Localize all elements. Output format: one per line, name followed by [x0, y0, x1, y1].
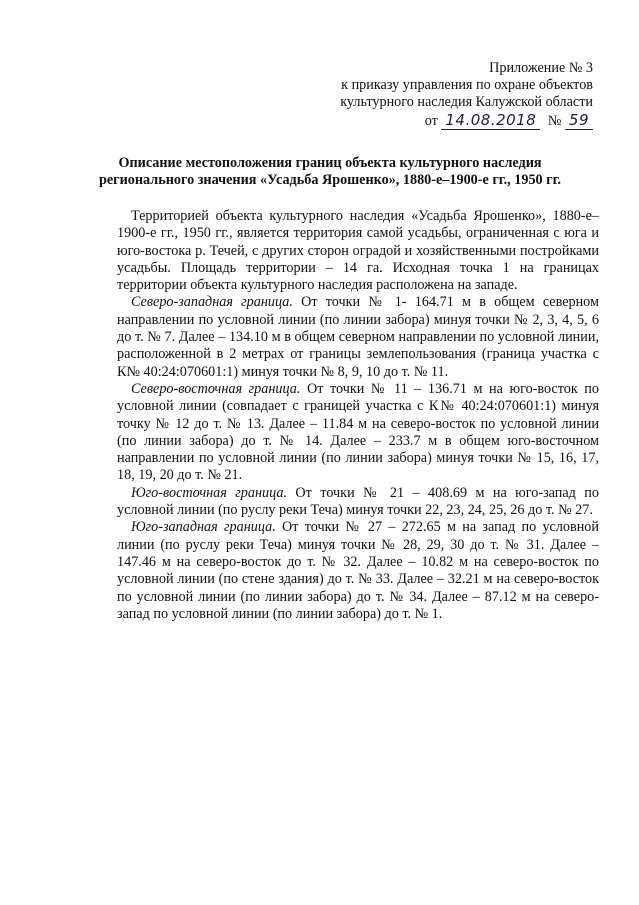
title-line-2: регионального значения «Усадьба Ярошенко», 1880-е–1900-е гг., 1950 гг.: [98, 172, 562, 188]
northwest-boundary-paragraph: [117, 294, 599, 380]
northeast-boundary-label: Северо-восточная граница.: [131, 380, 301, 397]
appendix-number: Приложение № 3: [489, 60, 593, 76]
issuing-authority: культурного наследия Калужской области: [340, 94, 593, 110]
order-date-line: [340, 112, 593, 130]
southeast-boundary-text: От точки № 21 – 408.69 м на юго-запад по условной линии (по руслу реки Теча) минуя точки 22, 23, 24, 25, 26 до т. № 27.: [117, 484, 599, 519]
handwritten-number: 59: [565, 112, 593, 130]
northeast-boundary-text: От точки № 11 – 136.71 м на юго-восток по условной линии (совпадает с границей участка с К№ 40:24:070601:1) минуя точку № 12 до т. № 13. Далее – 11.84 м на северо-восток по условной линии (по линии забора) до т. № 14. Далее – 233.7 м в общем юго-восточном направлении по условной линии (по линии забора) минуя точки № 15, 16, 17, 18, 19, 20 до т. № 21.: [117, 380, 599, 484]
order-reference: к приказу управления по охране объектов: [341, 77, 593, 93]
document-title: [60, 155, 600, 189]
northwest-boundary-text: От точки № 1- 164.71 м в общем северном направлении по условной линии (по линии забора) минуя точки № 2, 3, 4, 5, 6 до т. № 7. Далее – 134.10 м в общем северном направлении по условной линии, расположенной в 2 метрах от границы землепользования (граница участка с К№ 40:24:070601:1) минуя точки № 8, 9, 10 до т. № 11.: [117, 294, 599, 380]
intro-paragraph: Территорией объекта культурного наследия «Усадьба Ярошенко», 1880-е–1900-е гг., 1950 гг., является территория самой усадьбы, ограниченная с юга и юго-востока р. Течей, с других сторон оградой и хозяйственными постройками усадьбы. Площадь территории – 14 га. Исходная точка 1 на границах территории объекта культурного наследия расположена на западе.: [117, 208, 599, 294]
southeast-boundary-label: Юго-восточная граница.: [131, 484, 288, 501]
document-body: [117, 208, 599, 623]
southwest-boundary-label: Юго-западная граница.: [131, 519, 276, 536]
northwest-boundary-label: Северо-западная граница.: [131, 294, 293, 311]
appendix-header: [340, 60, 593, 130]
southwest-boundary-text: От точки № 27 – 272.65 м на запад по условной линии (по руслу реки Теча) минуя точки № 28, 29, 30 до т. № 31. Далее – 147.46 м на северо-восток до т. № 32. Далее – 10.82 м на северо-восток по условной линии (по стене здания) до т. № 33. Далее – 32.21 м на северо-восток по условной линии (по линии забора) до т. № 34. Далее – 87.12 м на северо-запад по условной линии (по линии забора) до т. № 1.: [117, 519, 599, 622]
northeast-boundary-paragraph: [117, 381, 599, 485]
handwritten-date: 14.08.2018: [441, 112, 540, 130]
date-prefix: от: [424, 113, 438, 129]
number-label: №: [547, 113, 562, 129]
title-line-1: Описание местоположения границ объекта культурного наследия: [118, 155, 542, 171]
southeast-boundary-paragraph: [117, 485, 599, 520]
southwest-boundary-paragraph: [117, 519, 599, 623]
